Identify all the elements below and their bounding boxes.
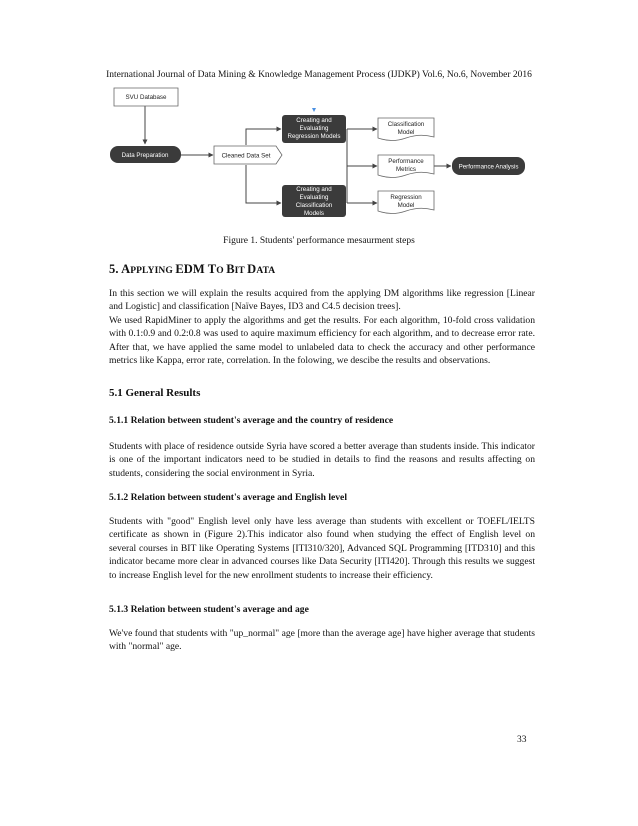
cleaned-data-set-label: Cleaned Data Set [221, 152, 271, 160]
figure-caption: Figure 1. Students' performance mesaurment steps [223, 236, 415, 246]
svg-text:Models: Models [304, 210, 324, 217]
svg-text:Classification: Classification [387, 121, 425, 128]
section-5-paragraph-1: In this section we will explain the results acquired from the applying DM algorithms like regression [Linear and Logistic] and classification [Naïve Bayes, ID3 and C4.5 decision trees]. [109, 288, 535, 313]
svg-text:Creating and: Creating and [296, 117, 332, 124]
section-5-1-heading: 5.1 General Results [109, 387, 201, 399]
svg-text:Model: Model [397, 129, 415, 136]
svg-text:Evaluating: Evaluating [299, 125, 329, 132]
svg-text:Evaluating: Evaluating [299, 194, 329, 201]
small-marker-icon [312, 108, 316, 112]
svg-text:Regression Models: Regression Models [287, 133, 341, 140]
section-5-1-3-paragraph: We've found that students with "up_normal" age [more than the average age] have higher average that students with "normal" age. [109, 628, 535, 653]
section-5-heading: 5. APPLYING EDM TO BIT DATA [109, 262, 276, 276]
journal-header: International Journal of Data Mining & Knowledge Management Process (IJDKP) Vol.6, No.6, November 2016 [106, 70, 532, 80]
page-number: 33 [517, 735, 527, 745]
section-5-1-1-paragraph: Students with place of residence outside Syria have scored a better average than students inside. This indicator is one of the important indicators need to be studied in details to find the reasons and results affecting on students, considering the social environment in Syria. [109, 441, 535, 479]
svg-text:Creating and: Creating and [296, 186, 332, 193]
section-5-1-1-heading: 5.1.1 Relation between student's average and the country of residence [109, 415, 394, 426]
performance-analysis-label: Performance Analysis [458, 163, 519, 171]
svg-text:Metrics: Metrics [396, 166, 416, 173]
section-5-1-2-paragraph: Students with "good" English level only have less average than students with excellent or TOEFL/IELTS certificate as shown in (Figure 2).This indicator also found when studying the effect of English level on several courses in BIT like Operating Systems [ITI310/320], Advanced SQL Programming [ITD310] and this indicator became more clear in advanced courses like Data Security [ITI420]. Through this results we suggest to increase English level for the new enrollment students to increase their efficiency. [109, 516, 535, 581]
section-5-1-2-heading: 5.1.2 Relation between student's average and English level [109, 492, 347, 503]
performance-steps-diagram [0, 0, 638, 240]
svg-text:Classification: Classification [295, 202, 333, 209]
svg-text:Model: Model [397, 202, 415, 209]
svu-database-label: SVU Database [125, 94, 167, 101]
section-5-1-3-heading: 5.1.3 Relation between student's average and age [109, 604, 309, 615]
data-preparation-label: Data Preparation [121, 152, 169, 159]
svg-text:Performance: Performance [388, 158, 424, 165]
section-5-paragraph-2: We used RapidMiner to apply the algorithms and get the results. For each algorithm, 10-fold cross validation with 0.1:0.9 and 0.2:0.8 was used to aquire maximum efficiency for each algorithm, and to decrease error rate. After that, we have applied the same model to unlabeled data to check the accuracy and other performance metrics like Kappa, error rate, correlation. In the folowing, we descibe the results and observations. [109, 315, 535, 367]
svg-text:Regression: Regression [390, 194, 422, 201]
